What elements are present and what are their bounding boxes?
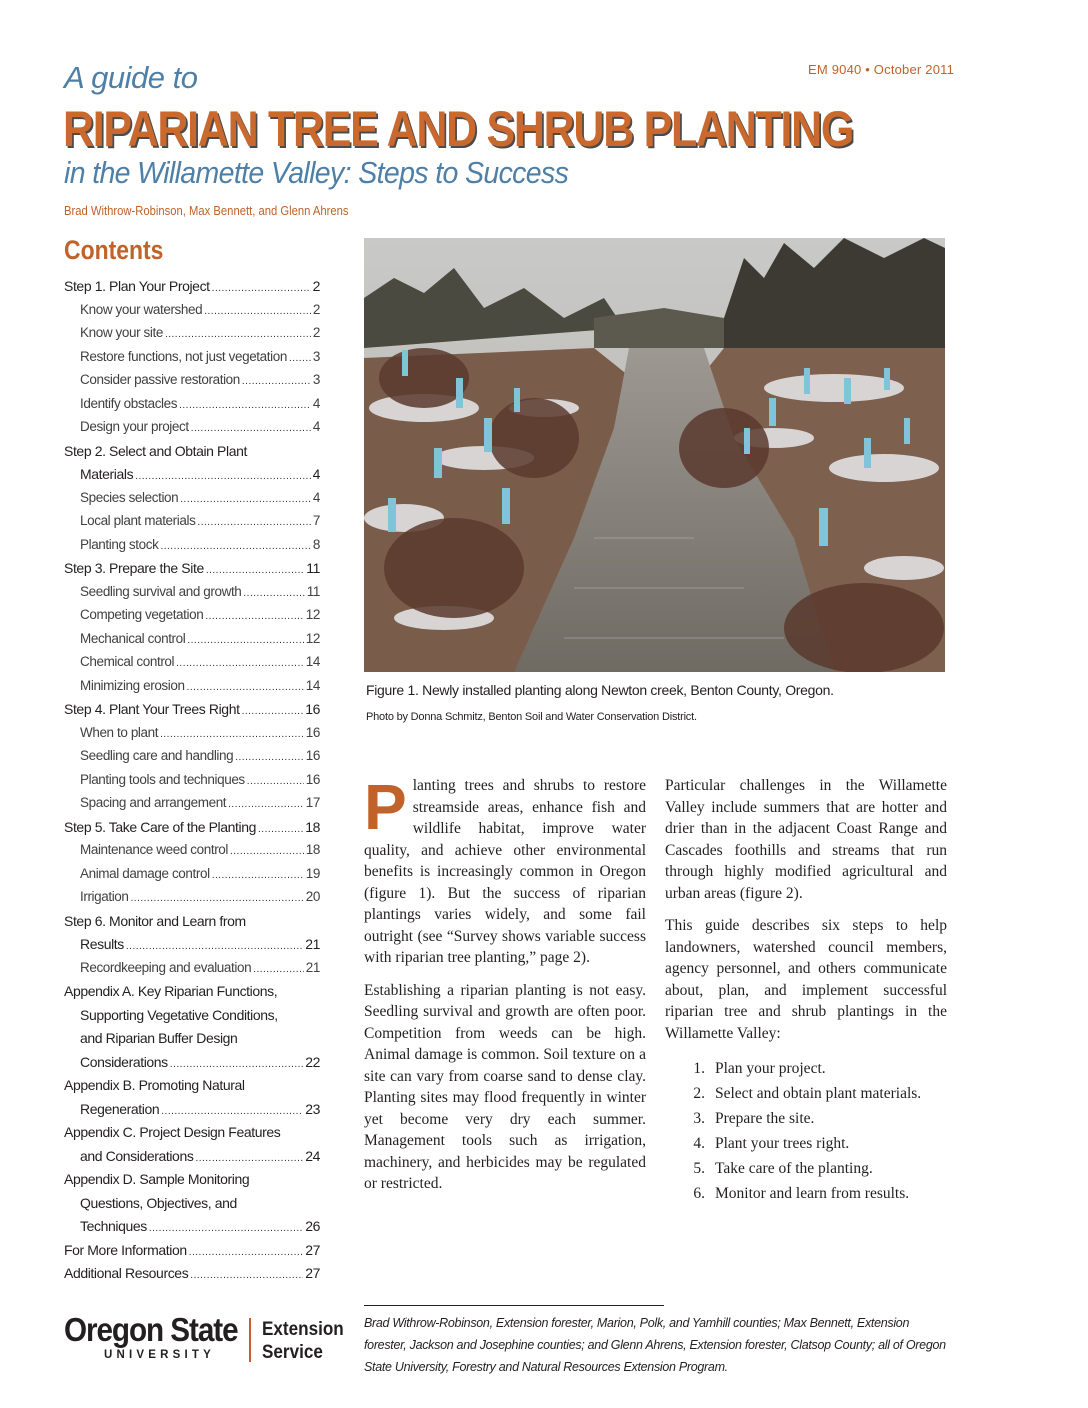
page-title: RIPARIAN TREE AND SHRUB PLANTING [63, 101, 854, 157]
toc-entry[interactable] [64, 1265, 320, 1289]
toc-page-number: 16 [305, 724, 320, 740]
toc-entry-label: Questions, Objectives, and [80, 1194, 237, 1211]
toc-entry-label: Chemical control [80, 654, 175, 669]
toc-page-number: 11 [306, 583, 320, 599]
toc-page-number: 4 [312, 466, 320, 482]
toc-entry[interactable] [64, 325, 320, 349]
toc-page-number: 27 [305, 1241, 320, 1258]
photo-illustration [364, 238, 945, 672]
step-number: 2. [693, 1085, 705, 1102]
toc-leader-dots [135, 466, 310, 482]
step-number: 4. [693, 1135, 705, 1152]
logo-service: Service [262, 1342, 323, 1363]
toc-leader-dots [212, 866, 304, 881]
toc-entry-label: Animal damage control [80, 865, 210, 881]
step-text: Select and obtain plant materials. [715, 1085, 922, 1102]
step-item [665, 1058, 947, 1083]
toc-entry-label: Design your project [80, 419, 189, 434]
toc-leader-dots [230, 842, 304, 857]
figure-caption: Figure 1. Newly installed planting along Newton creek, Benton County, Oregon. [366, 682, 834, 698]
toc-entry[interactable] [64, 490, 320, 514]
extension-service-logo [262, 1318, 344, 1364]
toc-entry[interactable] [64, 1054, 320, 1078]
step-item [665, 1083, 947, 1108]
toc-entry[interactable] [64, 1030, 320, 1054]
toc-leader-dots [247, 772, 304, 787]
toc-leader-dots [205, 607, 303, 622]
osu-logo [64, 1313, 257, 1361]
toc-entry-label: Maintenance weed control [80, 842, 228, 857]
toc-entry-label: Spacing and arrangement [80, 795, 227, 810]
toc-leader-dots [206, 560, 304, 576]
logo-divider [249, 1318, 251, 1362]
body-column-left [364, 771, 646, 1206]
toc-entry-label: Appendix B. Promoting Natural [64, 1077, 245, 1093]
toc-entry-label: Mechanical control [80, 630, 186, 646]
toc-entry[interactable] [64, 396, 320, 420]
title-prefix: A guide to [64, 60, 198, 95]
toc-page-number: 12 [305, 607, 320, 622]
toc-entry-label: Identify obstacles [80, 395, 178, 411]
toc-entry[interactable] [64, 913, 320, 937]
authors-line: Brad Withrow-Robinson, Max Bennett, and Glenn Ahrens [64, 204, 349, 218]
toc-page-number: 18 [305, 842, 320, 857]
toc-entry[interactable] [64, 584, 320, 608]
toc-page-number: 21 [305, 959, 320, 975]
toc-entry[interactable] [64, 678, 320, 702]
toc-entry-label: For More Information [64, 1241, 187, 1258]
six-steps-list [665, 1058, 947, 1208]
toc-page-number: 20 [305, 889, 320, 904]
toc-entry[interactable] [64, 419, 320, 443]
toc-entry[interactable] [64, 725, 320, 749]
step-item [665, 1158, 947, 1183]
toc-entry[interactable] [64, 278, 320, 302]
step-item [665, 1133, 947, 1158]
toc-entry[interactable] [64, 1242, 320, 1266]
toc-entry[interactable] [64, 842, 320, 866]
toc-leader-dots [161, 1101, 303, 1117]
toc-entry[interactable] [64, 1124, 320, 1148]
toc-page-number: 16 [305, 701, 320, 717]
toc-entry-label: When to plant [80, 724, 159, 740]
drop-cap: P [364, 771, 407, 843]
toc-leader-dots [189, 1242, 304, 1258]
author-affiliations: Brad Withrow-Robinson, Extension forester, Marion, Polk, and Yamhill counties; Max Bennett, Extension forester, Jackson and Josephine counties; and Glenn Ahrens, Extension forester, Clatsop County; all of Oregon State University, Forestry and Natural Resources Extension Program. [364, 1316, 946, 1374]
toc-entry[interactable] [64, 819, 320, 843]
toc-entry-label: Appendix C. Project Design Features [64, 1124, 281, 1140]
toc-entry[interactable] [64, 443, 320, 467]
toc-page-number: 2 [312, 325, 320, 340]
toc-page-number: 3 [312, 372, 320, 387]
toc-entry[interactable] [64, 1101, 320, 1125]
toc-entry[interactable] [64, 1077, 320, 1101]
toc-leader-dots [160, 725, 304, 740]
toc-leader-dots [212, 278, 311, 294]
toc-page-number: 2 [312, 301, 320, 317]
toc-entry-label: Know your watershed [80, 301, 203, 317]
toc-page-number: 21 [305, 936, 320, 952]
toc-leader-dots [126, 936, 303, 952]
toc-entry-label: Recordkeeping and evaluation [80, 959, 252, 975]
toc-page-number: 27 [305, 1265, 320, 1281]
toc-page-number: 3 [312, 348, 320, 364]
contents-heading: Contents [64, 235, 164, 265]
toc-leader-dots [243, 584, 304, 599]
toc-page-number: 23 [305, 1100, 320, 1117]
toc-leader-dots [242, 372, 311, 387]
toc-entry[interactable] [64, 960, 320, 984]
intro-paragraph [364, 771, 646, 969]
step-text: Plant your trees right. [715, 1135, 850, 1152]
toc-entry[interactable] [64, 372, 320, 396]
toc-entry[interactable] [64, 1195, 320, 1219]
toc-entry[interactable] [64, 889, 320, 913]
step-number: 6. [693, 1185, 705, 1202]
toc-entry-label: Consider passive restoration [80, 372, 240, 387]
toc-page-number: 16 [305, 748, 320, 763]
toc-leader-dots [258, 819, 303, 835]
toc-entry[interactable] [64, 701, 320, 725]
toc-entry-label: Seedling care and handling [80, 748, 234, 763]
footnote-divider [364, 1305, 664, 1306]
toc-entry[interactable] [64, 866, 320, 890]
toc-leader-dots [180, 490, 311, 505]
toc-leader-dots [204, 302, 311, 317]
toc-entry-label: Appendix A. Key Riparian Functions, [64, 983, 278, 999]
body-column-right [665, 775, 947, 1208]
toc-page-number: 18 [305, 818, 320, 835]
toc-leader-dots [165, 325, 311, 340]
toc-leader-dots [131, 889, 304, 904]
toc-leader-dots [187, 678, 304, 693]
toc-entry-label: Step 4. Plant Your Trees Right [64, 701, 240, 717]
logo-university: UNIVERSITY [104, 1349, 216, 1361]
toc-page-number: 17 [305, 795, 320, 810]
toc-leader-dots [289, 349, 311, 364]
toc-page-number: 14 [305, 677, 320, 693]
table-of-contents [64, 278, 320, 1289]
challenges-paragraph: Establishing a riparian planting is not easy. Seedling survival and growth are often poor. Competition from weeds can be high. Animal damage is common. Soil texture on a site can vary from coarse sand to dense clay. Planting sites may flood frequently in winter yet become very dry each summer. Management tools such as irrigation, machinery, and herbicides may be regulated or restricted. [364, 981, 646, 1192]
toc-entry[interactable] [64, 560, 320, 584]
toc-entry-label: Competing vegetation [80, 607, 204, 622]
intro-text: lanting trees and shrubs to restore streamside areas, enhance fish and wildlife habitat, improve water quality, and achieve other environmental benefits is increasingly common in Oregon (figure 1). But the success of riparian plantings varies widely, and some fail outright (see “Survey shows variable success with riparian tree planting,” page 2). [364, 777, 646, 966]
toc-leader-dots [170, 1054, 303, 1070]
toc-page-number: 16 [305, 771, 320, 787]
toc-entry-label: Planting stock [80, 536, 159, 552]
toc-page-number: 22 [305, 1053, 320, 1070]
toc-entry[interactable] [64, 1218, 320, 1242]
toc-entry[interactable] [64, 1171, 320, 1195]
toc-leader-dots [179, 396, 311, 411]
step-text: Prepare the site. [715, 1110, 815, 1127]
toc-page-number: 4 [312, 419, 320, 434]
toc-page-number: 14 [305, 654, 320, 669]
toc-entry-label: Step 1. Plan Your Project [64, 278, 210, 294]
photo-credit: Photo by Donna Schmitz, Benton Soil and Water Conservation District. [366, 711, 697, 723]
step-number: 1. [693, 1060, 705, 1077]
step-item [665, 1108, 947, 1133]
toc-page-number: 19 [305, 865, 320, 881]
step-text: Take care of the planting. [715, 1160, 873, 1177]
toc-leader-dots [195, 1148, 303, 1164]
step-number: 3. [693, 1110, 705, 1127]
toc-entry-label: Step 6. Monitor and Learn from [64, 912, 246, 929]
toc-entry[interactable] [64, 1148, 320, 1172]
logo-extension: Extension [262, 1319, 344, 1340]
toc-page-number: 2 [312, 278, 320, 294]
toc-entry-label: Seedling survival and growth [80, 583, 242, 599]
toc-entry-label: Techniques [80, 1218, 147, 1234]
toc-entry[interactable] [64, 654, 320, 678]
toc-leader-dots [253, 960, 304, 975]
toc-entry[interactable] [64, 1007, 320, 1031]
toc-page-number: 12 [305, 630, 320, 646]
toc-entry-label: Step 3. Prepare the Site [64, 560, 204, 576]
toc-page-number: 24 [305, 1147, 320, 1164]
toc-page-number: 7 [312, 513, 320, 528]
toc-leader-dots [228, 795, 304, 810]
toc-leader-dots [197, 513, 310, 528]
publication-number: EM 9040 • October 2011 [808, 62, 955, 77]
creek-planting-photo [364, 238, 945, 672]
toc-page-number: 11 [306, 560, 320, 576]
page-subtitle: in the Willamette Valley: Steps to Success [64, 155, 569, 190]
toc-entry-label: Regeneration [80, 1100, 160, 1117]
toc-entry[interactable] [64, 513, 320, 537]
toc-page-number: 4 [312, 489, 320, 505]
toc-entry[interactable] [64, 795, 320, 819]
toc-page-number: 26 [305, 1218, 320, 1234]
toc-entry-label: Minimizing erosion [80, 677, 185, 693]
toc-entry-label: Irrigation [80, 889, 129, 904]
toc-entry-label: Know your site [80, 325, 163, 340]
toc-page-number: 8 [312, 536, 320, 552]
guide-purpose-paragraph: This guide describes six steps to help landowners, watershed council members, agency personnel, and others communicate about, plan, and implement successful riparian tree and shrub plantings in the Willamette Valley: [665, 917, 947, 1042]
toc-entry-label: Results [80, 936, 124, 952]
toc-entry-label: and Considerations [80, 1147, 194, 1164]
toc-leader-dots [191, 419, 311, 434]
toc-entry-label: Species selection [80, 489, 179, 505]
toc-entry-label: Additional Resources [64, 1265, 189, 1281]
toc-entry-label: Restore functions, not just vegetation [80, 348, 287, 364]
toc-entry-label: Considerations [80, 1053, 168, 1070]
toc-entry[interactable] [64, 302, 320, 326]
step-item [665, 1183, 947, 1208]
toc-entry-label: Appendix D. Sample Monitoring [64, 1171, 250, 1187]
toc-leader-dots [235, 748, 304, 763]
logo-wordmark: Oregon State [64, 1311, 238, 1348]
toc-leader-dots [160, 537, 310, 552]
toc-leader-dots [190, 1265, 303, 1281]
valley-challenges-paragraph: Particular challenges in the Willamette Valley include summers that are hotter and drier than in the adjacent Coast Range and Cascades foothills and streams that run through highly modified agricultural and urban areas (figure 2). [665, 777, 947, 902]
toc-entry[interactable] [64, 631, 320, 655]
toc-entry-label: Step 2. Select and Obtain Plant [64, 442, 247, 459]
toc-leader-dots [187, 631, 303, 646]
step-number: 5. [693, 1160, 705, 1177]
toc-leader-dots [176, 654, 304, 669]
toc-entry[interactable] [64, 466, 320, 490]
toc-entry-label: and Riparian Buffer Design [80, 1030, 238, 1046]
toc-entry[interactable] [64, 772, 320, 796]
toc-entry-label: Planting tools and techniques [80, 771, 245, 787]
toc-entry[interactable] [64, 607, 320, 631]
toc-page-number: 4 [312, 395, 320, 411]
toc-entry-label: Materials [80, 466, 134, 482]
toc-entry[interactable] [64, 983, 320, 1007]
toc-leader-dots [149, 1218, 303, 1234]
toc-leader-dots [242, 701, 304, 717]
toc-entry[interactable] [64, 537, 320, 561]
toc-entry[interactable] [64, 936, 320, 960]
toc-entry-label: Local plant materials [80, 513, 196, 528]
toc-entry-label: Step 5. Take Care of the Planting [64, 818, 257, 835]
toc-entry-label: Supporting Vegetative Conditions, [80, 1006, 278, 1023]
toc-entry[interactable] [64, 748, 320, 772]
toc-entry[interactable] [64, 349, 320, 373]
step-text: Plan your project. [715, 1060, 826, 1077]
step-text: Monitor and learn from results. [715, 1185, 910, 1202]
